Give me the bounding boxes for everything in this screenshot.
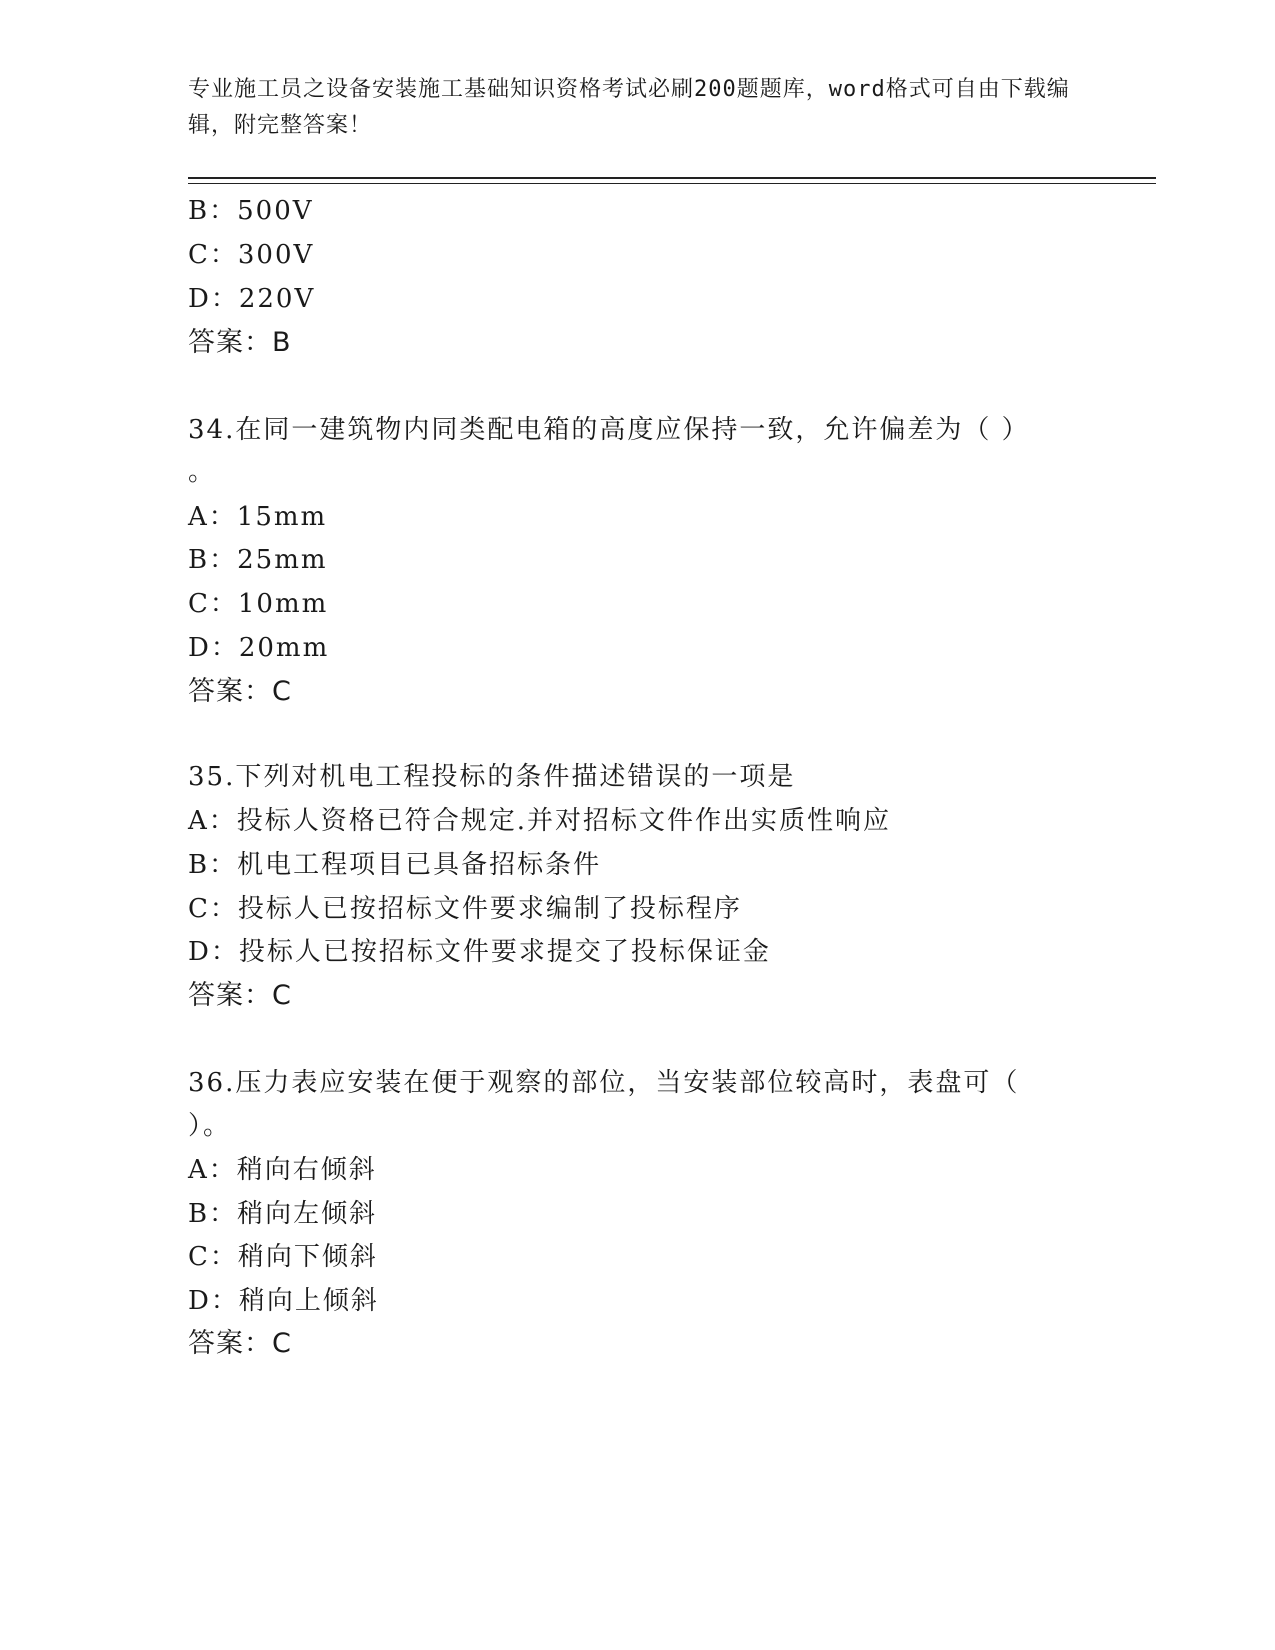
header-divider-thick xyxy=(188,177,1156,179)
option-c: C：投标人已按招标文件要求编制了投标程序 xyxy=(188,894,742,924)
answer: 答案：C xyxy=(188,1328,292,1359)
header-divider-thin xyxy=(188,183,1156,184)
option-d: D：20mm xyxy=(188,633,330,663)
option-a: A：投标人资格已符合规定.并对招标文件作出实质性响应 xyxy=(188,806,892,836)
answer: 答案：C xyxy=(188,980,292,1011)
option-b: B：稍向左倾斜 xyxy=(188,1199,378,1229)
document-header-title: 专业施工员之设备安装施工基础知识资格考试必刷200题题库，word格式可自由下载编辑，附完整答案！ xyxy=(188,77,1070,138)
option-d: D：投标人已按招标文件要求提交了投标保证金 xyxy=(188,937,771,967)
option-d: D：220V xyxy=(188,284,316,314)
answer: 答案：B xyxy=(188,327,292,358)
option-a: A：15mm xyxy=(188,502,328,532)
question-stem-continued: 。 xyxy=(188,457,217,487)
option-d: D：稍向上倾斜 xyxy=(188,1286,379,1316)
question-stem-continued: ）。 xyxy=(188,1111,232,1141)
question-stem: 34.在同一建筑物内同类配电箱的高度应保持一致，允许偏差为（ ） xyxy=(188,415,1030,445)
question-stem: 36.压力表应安装在便于观察的部位，当安装部位较高时，表盘可（ xyxy=(188,1068,1020,1098)
option-c: C：稍向下倾斜 xyxy=(188,1242,378,1272)
option-b: B：机电工程项目已具备招标条件 xyxy=(188,850,602,880)
option-a: A：稍向右倾斜 xyxy=(188,1155,377,1185)
option-c: C：300V xyxy=(188,240,315,270)
option-b: B：500V xyxy=(188,196,314,226)
answer: 答案：C xyxy=(188,676,292,707)
option-b: B：25mm xyxy=(188,545,328,575)
option-c: C：10mm xyxy=(188,589,329,619)
question-stem: 35.下列对机电工程投标的条件描述错误的一项是 xyxy=(188,762,796,792)
